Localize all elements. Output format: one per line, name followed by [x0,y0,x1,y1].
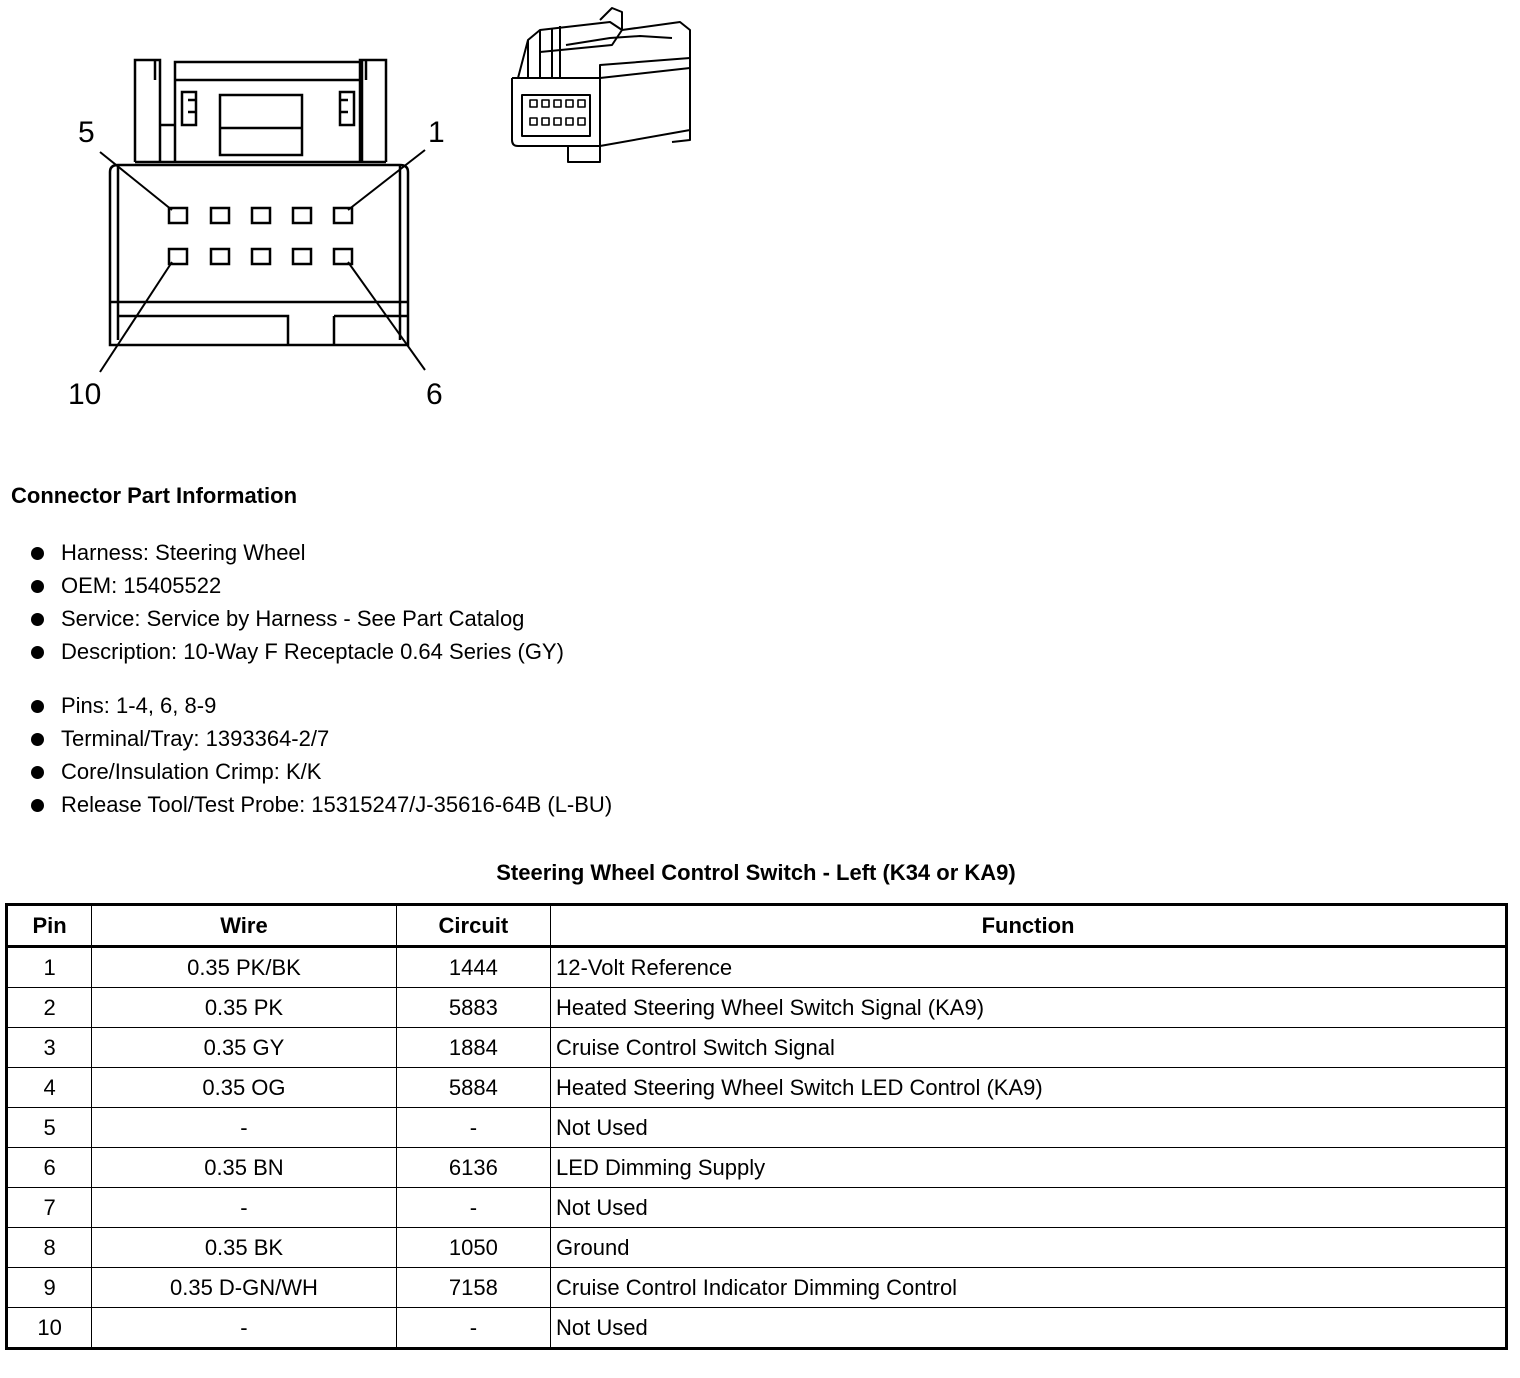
table-row [7,1308,1507,1349]
cell-wire: 0.35 PK/BK [92,947,397,988]
cell-function: Ground [551,1228,1507,1268]
list-item [30,637,564,670]
pin-cavity-7 [293,249,311,264]
cell-circuit: 1050 [396,1228,550,1268]
info-pins: Pins: 1-4, 6, 8-9 [61,693,217,718]
pin-cavity-6 [334,249,352,264]
cell-circuit: 5883 [396,988,550,1028]
cell-wire: - [92,1188,397,1228]
cell-wire: 0.35 BK [92,1228,397,1268]
cell-pin: 10 [7,1308,92,1349]
table-row [7,988,1507,1028]
cell-pin: 7 [7,1188,92,1228]
bullet-icon [31,733,44,746]
cell-circuit: - [396,1308,550,1349]
header-function: Function [551,905,1507,947]
cell-circuit: 7158 [396,1268,550,1308]
cell-pin: 4 [7,1068,92,1108]
pin-label-top-left: 5 [78,116,95,149]
cell-wire: 0.35 BN [92,1148,397,1188]
pin-cavity-8 [252,249,270,264]
cell-function: Heated Steering Wheel Switch LED Control (KA9) [551,1068,1507,1108]
cell-function: Not Used [551,1108,1507,1148]
cell-circuit: - [396,1188,550,1228]
cell-pin: 5 [7,1108,92,1148]
header-pin: Pin [7,905,92,947]
info-crimp: Core/Insulation Crimp: K/K [61,759,322,784]
cell-circuit: 6136 [396,1148,550,1188]
table-row [7,1148,1507,1188]
cell-pin: 3 [7,1028,92,1068]
connector-diagram [0,0,760,440]
list-item [30,724,612,757]
table-row [7,1068,1507,1108]
pin-label-bottom-right: 6 [426,378,443,411]
cell-function: 12-Volt Reference [551,947,1507,988]
leader-lines [100,150,425,372]
connector-info-list-terminals [30,691,612,823]
cell-pin: 6 [7,1148,92,1188]
table-row [7,1188,1507,1228]
pin-cavity-9 [211,249,229,264]
connector-info-list-general [30,538,564,670]
cell-pin: 2 [7,988,92,1028]
info-oem: OEM: 15405522 [61,573,222,598]
connector-3d-view [512,8,690,162]
cell-function: Cruise Control Indicator Dimming Control [551,1268,1507,1308]
info-harness: Harness: Steering Wheel [61,540,306,565]
cell-function: Not Used [551,1308,1507,1349]
bullet-icon [31,646,44,659]
list-item [30,604,564,637]
list-item [30,757,612,790]
list-item [30,538,564,571]
bullet-icon [31,700,44,713]
cell-pin: 1 [7,947,92,988]
cell-function: LED Dimming Supply [551,1148,1507,1188]
bullet-icon [31,766,44,779]
header-wire: Wire [92,905,397,947]
table-row [7,1028,1507,1068]
cell-pin: 8 [7,1228,92,1268]
bullet-icon [31,799,44,812]
table-header-row [7,905,1507,947]
info-description: Description: 10-Way F Receptacle 0.64 Series (GY) [61,639,564,664]
cell-circuit: 1444 [396,947,550,988]
pin-cavities [169,208,352,264]
pin-cavity-2 [293,208,311,223]
pin-label-bottom-left: 10 [68,378,102,411]
pin-cavity-10 [169,249,187,264]
cell-circuit: 5884 [396,1068,550,1108]
bullet-icon [31,547,44,560]
bullet-icon [31,613,44,626]
list-item [30,691,612,724]
cell-wire: - [92,1108,397,1148]
pin-table-title: Steering Wheel Control Switch - Left (K34 or KA9) [496,860,1016,885]
pin-table [5,903,1508,1350]
list-item [30,790,612,823]
info-release-tool: Release Tool/Test Probe: 15315247/J-35616-64B (L-BU) [61,792,613,817]
cell-circuit: - [396,1108,550,1148]
pin-cavity-4 [211,208,229,223]
cell-function: Heated Steering Wheel Switch Signal (KA9) [551,988,1507,1028]
cell-wire: 0.35 GY [92,1028,397,1068]
bullet-icon [31,580,44,593]
info-terminal-tray: Terminal/Tray: 1393364-2/7 [61,726,330,751]
cell-function: Cruise Control Switch Signal [551,1028,1507,1068]
pin-label-top-right: 1 [428,116,445,149]
table-row [7,1228,1507,1268]
cell-pin: 9 [7,1268,92,1308]
table-row [7,1108,1507,1148]
header-circuit: Circuit [396,905,550,947]
pin-cavity-3 [252,208,270,223]
cell-wire: 0.35 D-GN/WH [92,1268,397,1308]
table-row [7,947,1507,988]
cell-function: Not Used [551,1188,1507,1228]
cell-wire: - [92,1308,397,1349]
cell-wire: 0.35 PK [92,988,397,1028]
connector-info-title: Connector Part Information [11,483,298,508]
table-row [7,1268,1507,1308]
connector-face-view [100,60,425,372]
cell-circuit: 1884 [396,1028,550,1068]
info-service: Service: Service by Harness - See Part Catalog [61,606,525,631]
list-item [30,571,564,604]
cell-wire: 0.35 OG [92,1068,397,1108]
